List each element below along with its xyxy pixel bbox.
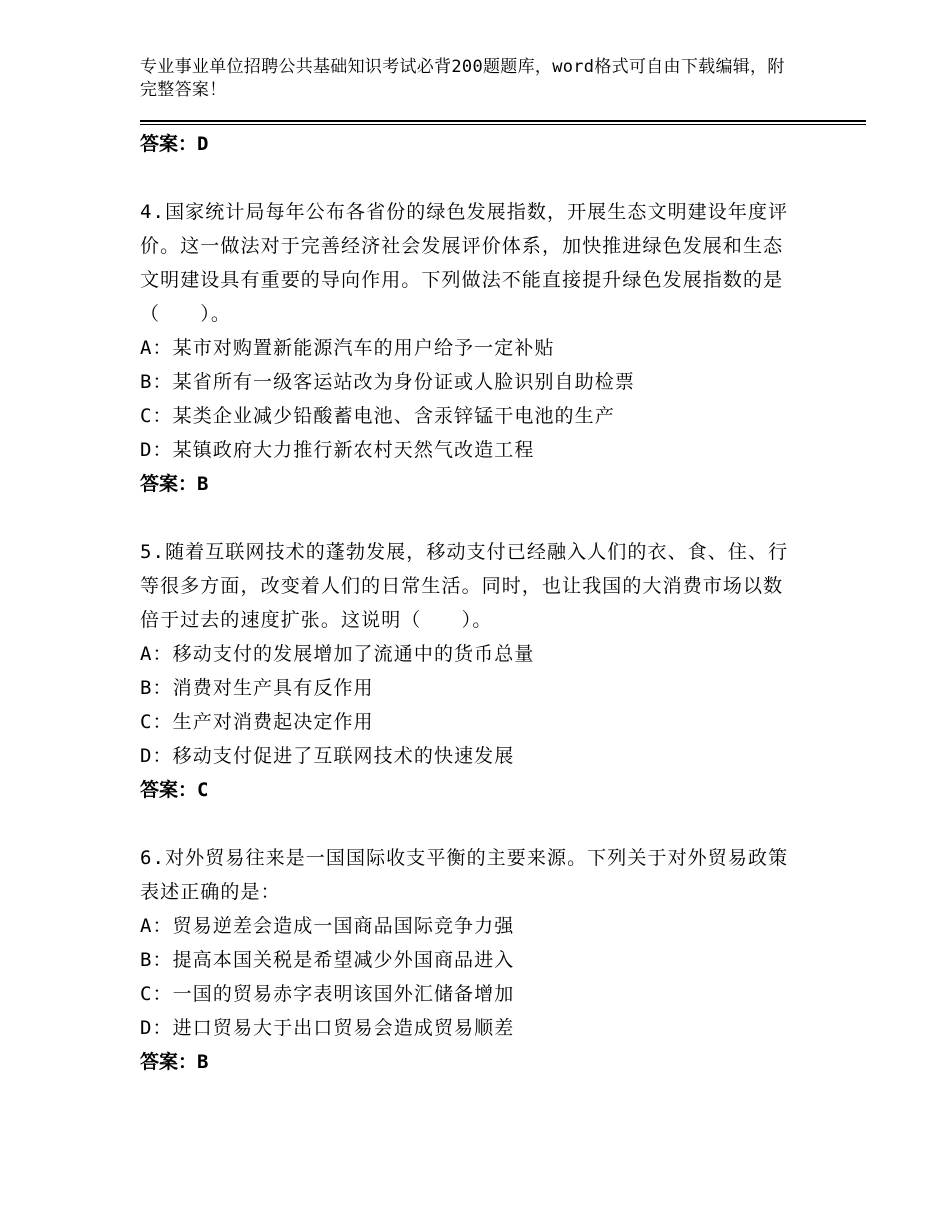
option-b: B：消费对生产具有反作用 xyxy=(140,677,374,699)
option-b: B：某省所有一级客运站改为身份证或人脸识别自助检票 xyxy=(140,371,635,393)
answer-line xyxy=(140,127,800,161)
question-stem: 6.对外贸易往来是一国国际收支平衡的主要来源。下列关于对外贸易政策表述正确的是： xyxy=(140,847,789,903)
answer-label: 答案： xyxy=(140,1051,198,1073)
spacer xyxy=(140,161,800,195)
option-b: B：提高本国关税是希望减少外国商品进入 xyxy=(140,949,515,971)
option-d: D：某镇政府大力推行新农村天然气改造工程 xyxy=(140,439,535,461)
option-a: A：贸易逆差会造成一国商品国际竞争力强 xyxy=(140,915,515,937)
option-a: A：移动支付的发展增加了流通中的货币总量 xyxy=(140,643,535,665)
page-header: 专业事业单位招聘公共基础知识考试必背200题题库，word格式可自由下载编辑，附完整答案！ xyxy=(140,57,785,100)
answer-line xyxy=(140,1045,800,1079)
header-rule-thin xyxy=(140,124,866,125)
option-d: D：进口贸易大于出口贸易会造成贸易顺差 xyxy=(140,1017,515,1039)
spacer xyxy=(140,501,800,535)
option-c: C：生产对消费起决定作用 xyxy=(140,711,374,733)
question-list xyxy=(140,127,800,1079)
question-6 xyxy=(140,841,800,1079)
answer-value: D xyxy=(197,133,209,155)
option-a: A：某市对购置新能源汽车的用户给予一定补贴 xyxy=(140,337,555,359)
spacer xyxy=(140,807,800,841)
answer-value: C xyxy=(197,779,209,801)
question-stem: 4.国家统计局每年公布各省份的绿色发展指数，开展生态文明建设年度评价。这一做法对于完善经济社会发展评价体系，加快推进绿色发展和生态文明建设具有重要的导向作用。下列做法不能直接提升绿色发展指数的是（ ）。 xyxy=(140,201,789,325)
answer-value: B xyxy=(197,473,209,495)
answer-line xyxy=(140,773,800,807)
answer-label: 答案： xyxy=(140,133,198,155)
question-5 xyxy=(140,535,800,807)
question-4 xyxy=(140,195,800,501)
answer-label: 答案： xyxy=(140,473,198,495)
option-c: C：某类企业减少铅酸蓄电池、含汞锌锰干电池的生产 xyxy=(140,405,615,427)
question-stem: 5.随着互联网技术的蓬勃发展，移动支付已经融入人们的衣、食、住、行等很多方面，改变着人们的日常生活。同时，也让我国的大消费市场以数倍于过去的速度扩张。这说明（ ）。 xyxy=(140,541,789,631)
answer-label: 答案： xyxy=(140,779,198,801)
answer-value: B xyxy=(197,1051,209,1073)
option-c: C：一国的贸易赤字表明该国外汇储备增加 xyxy=(140,983,515,1005)
header-rule-thick xyxy=(140,120,866,122)
answer-line xyxy=(140,467,800,501)
option-d: D：移动支付促进了互联网技术的快速发展 xyxy=(140,745,515,767)
